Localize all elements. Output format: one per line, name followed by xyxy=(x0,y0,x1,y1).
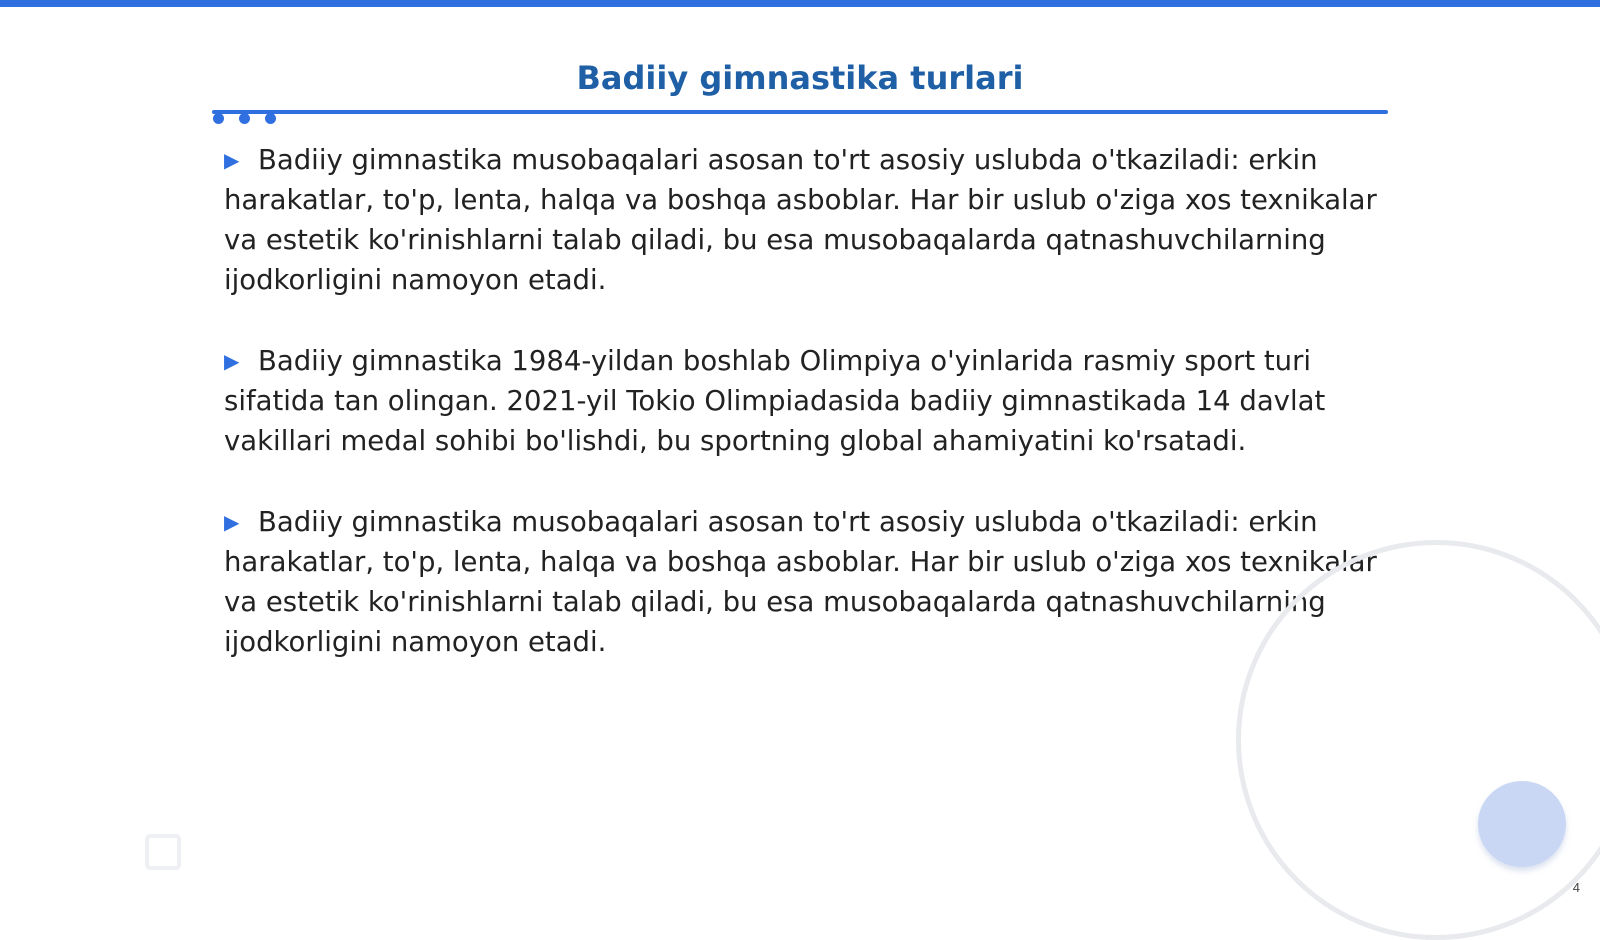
paragraph-text: Badiiy gimnastika musobaqalari asosan to'rt asosiy uslubda o'tkaziladi: erkin harakatlar, to'p, lenta, halqa va boshqa asboblar. Har bir uslub o'ziga xos texnikalar va estetik ko'rinishlarni talab qiladi, bu esa musobaqalarda qatnashuvchilarning ijodkorligini namoyon etadi. xyxy=(224,506,1377,658)
paragraph-text: Badiiy gimnastika 1984-yildan boshlab Olimpiya o'yinlarida rasmiy sport turi sifatida tan olingan. 2021-yil Tokio Olimpiadasida badiiy gimnastikada 14 davlat vakillari medal sohibi bo'lishdi, bu sportning global ahamiyatini ko'rsatadi. xyxy=(224,345,1326,457)
title-underline xyxy=(212,110,1388,114)
triangle-bullet-icon: ▶ xyxy=(224,349,240,373)
decorative-dot xyxy=(239,113,250,124)
bullet-paragraph xyxy=(224,341,1388,461)
paragraph-text: Badiiy gimnastika musobaqalari asosan to'rt asosiy uslubda o'tkaziladi: erkin harakatlar, to'p, lenta, halqa va boshqa asboblar. Har bir uslub o'ziga xos texnikalar va estetik ko'rinishlarni talab qiladi, bu esa musobaqalarda qatnashuvchilarning ijodkorligini namoyon etadi. xyxy=(224,144,1377,296)
bullet-paragraph xyxy=(224,502,1388,662)
slide-title: Badiiy gimnastika turlari xyxy=(576,59,1024,97)
triangle-bullet-icon: ▶ xyxy=(224,510,240,534)
triangle-bullet-icon: ▶ xyxy=(224,148,240,172)
decorative-circle xyxy=(1478,781,1566,867)
page-number: 4 xyxy=(1572,880,1580,895)
decorative-square xyxy=(145,834,181,870)
top-accent-bar xyxy=(0,0,1600,7)
decorative-dot xyxy=(213,113,224,124)
bullet-paragraph xyxy=(224,140,1388,300)
slide-body xyxy=(224,140,1388,703)
decorative-dot xyxy=(265,113,276,124)
